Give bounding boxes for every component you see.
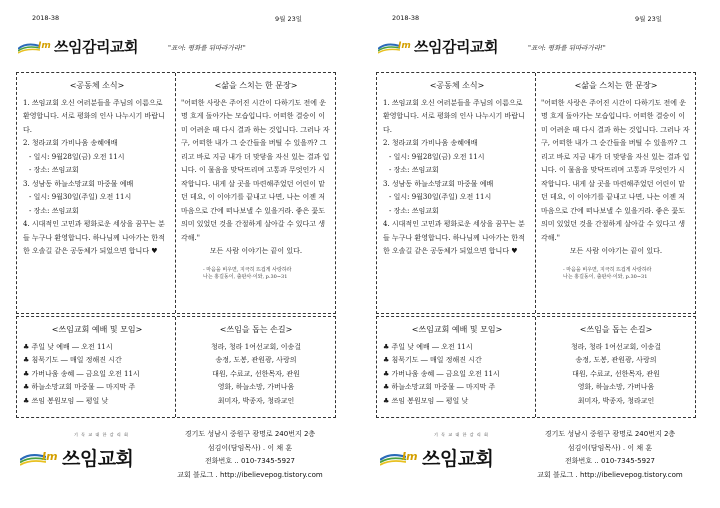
worship-schedule	[23, 323, 171, 408]
quote-text: "어떠한 사랑은 주어진 시간이 다하기도 전에 운명 흐게 돌아가는 모습입니다. 어떠한 결승이 이미 어려운 때 다시 결과 하는 것입니다. 그러나 자구, 어떠한 내가 그 순간들을 버틸 수 있을까? 그리고 바로 지금 내가 더 맞닿을 자신 있는 결과 입니다. 이 물음을 맞닥뜨리며 고통과 무엇인가 시작합니다. 내게 살 곳을 마련해주었던 어린이 맡던 데요, 이 이야기를 끝내고 나면, 나는 이젠 저 마음으로 간에 떠나보낼 수 있을거라. 좋은 꽃도 의미 있었던 것을 간절하게 살아갈 수 있다고 생각해."	[181, 98, 330, 242]
news-item: 4. 시대적인 고민과 평화로운 세상을 꿈꾸는 분들 누구나 환영합니다. 하나님께 나아가는 한적한 오솔길 같은 공동체가 되었으면 합니다 ♥	[23, 220, 165, 255]
helper-line: 송정, 도봉, 관원광, 사랑의	[575, 356, 657, 364]
bulletin-page	[366, 0, 716, 508]
blog-link[interactable]: 교회 블로그 . http://ibelievepog.tistory.com	[177, 470, 323, 479]
footer	[16, 428, 334, 504]
worship-item: ♣ 가버나움 송혜 ― 금요일 오전 11시	[23, 369, 140, 378]
worship-item: ♣ 하늘소망교회 마중물 ― 마지막 주	[23, 383, 136, 391]
news-item: 2. 청라교회 가비나움 송혜애배	[383, 139, 478, 147]
helpers-list	[541, 341, 691, 409]
header-row	[380, 14, 702, 26]
daily-sentence-title: <삶을 스치는 한 문장>	[574, 81, 658, 90]
news-list	[383, 97, 531, 259]
community-news	[23, 79, 171, 259]
worship-item: ♣ 침묵기도 ― 매일 정해진 시간	[383, 356, 482, 364]
blog-link[interactable]: 교회 블로그 . http://ibelievepog.tistory.com	[537, 470, 683, 479]
contact-info	[166, 428, 334, 482]
motto: "표어: 평화를 뒤따라가라!"	[168, 44, 246, 52]
news-item: 1. 쓰임교회 오신 여러분들을 주님의 이름으로 환영합니다. 서로 평화의 인사 나누시기 바랍니다.	[23, 98, 165, 134]
worship-list	[383, 341, 531, 409]
news-item: - 장소: 쓰임교회	[29, 166, 79, 174]
swoosh-logo-icon	[378, 40, 400, 54]
news-list	[23, 97, 171, 259]
quote-closing: 모든 사람 이야기는 끝이 있다.	[569, 247, 663, 255]
worship-and-helpers-box	[376, 316, 696, 418]
news-item: 4. 시대적인 고민과 평화로운 세상을 꿈꾸는 분들 누구나 환영합니다. 하나님께 나아가는 한적한 오솔길 같은 공동체가 되었으면 합니다 ♥	[383, 220, 525, 255]
helper-line: 영화, 하늘소망, 가버나움	[217, 383, 295, 391]
issue-number: 2018-38	[392, 14, 420, 22]
swoosh-logo-icon	[18, 40, 40, 54]
news-item: 2. 청라교회 가비나움 송혜애배	[23, 139, 118, 147]
worship-and-helpers-box	[16, 316, 336, 418]
helper-line: 청라, 청라 1여선교회, 이송걸	[571, 342, 661, 351]
worship-list	[23, 341, 171, 409]
quote-source	[541, 267, 691, 281]
helping-hands-title: <쓰임을 돕는 손길>	[219, 325, 293, 334]
quote-source-line: - 마음을 비우면, 지극히 뜨겁게 사랑하라	[563, 266, 652, 273]
logo-im-mark: Im	[42, 450, 58, 463]
issue-date: 9월 23일	[634, 15, 662, 23]
address: 경기도 성남시 중원구 광명로 240번지 2층	[544, 430, 676, 438]
quote-closing: 모든 사람 이야기는 끝이 있다.	[209, 247, 303, 255]
helper-line: 송정, 도봉, 관원광, 사랑의	[215, 356, 297, 364]
news-item: 1. 쓰임교회 오신 여러분들을 주님의 이름으로 환영합니다. 서로 평화의 인사 나누시기 바랍니다.	[383, 98, 525, 134]
worship-item: ♣ 침묵기도 ― 매일 정해진 시간	[23, 356, 122, 364]
address: 경기도 성남시 중원구 광명로 240번지 2층	[184, 430, 316, 438]
worship-item: ♣ 쓰임 봉원모임 ― 평일 낮	[23, 396, 109, 405]
community-news-title: <공동체 소식>	[69, 81, 125, 90]
community-news	[383, 79, 531, 259]
column-divider	[175, 317, 176, 417]
issue-number: 2018-38	[32, 14, 60, 22]
helping-hands-title: <쓰임을 돕는 손길>	[579, 325, 653, 334]
denomination-text: 기 독 교 대 한 감 리 회	[74, 432, 129, 437]
worship-item: ♣ 쓰임 봉원모임 ― 평일 낮	[383, 396, 469, 405]
helper-line: 최미자, 박종자, 청라교인	[217, 396, 295, 405]
worship-item: ♣ 주일 낮 예배 ― 오전 11시	[23, 342, 113, 351]
worship-item: ♣ 가버나움 송혜 ― 금요일 오전 11시	[383, 369, 500, 378]
pastor: 섬김이(담임목사) . 이 채 훈	[207, 443, 293, 452]
quote-text: "어떠한 사랑은 주어진 시간이 다하기도 전에 운명 흐게 돌아가는 모습입니다. 어떠한 결승이 이미 어려운 때 다시 결과 하는 것입니다. 그러나 자구, 어떠한 내가 그 순간들을 버틸 수 있을까? 그리고 바로 지금 내가 더 맞닿을 자신 있는 결과 입니다. 이 물음을 맞닥뜨리며 고통과 무엇인가 시작합니다. 내게 살 곳을 마련해주었던 어린이 맡던 데요, 이 이야기를 끝내고 나면, 나는 이젠 저 마음으로 간에 떠나보낼 수 있을거라. 좋은 꽃도 의미 있었던 것을 간절하게 살아갈 수 있다고 생각해."	[541, 98, 690, 242]
contact-info	[526, 428, 694, 482]
helpers-list	[181, 341, 331, 409]
news-item: - 일시: 9월30일(주일) 오전 11시	[29, 193, 132, 201]
bulletin-page	[6, 0, 356, 508]
column-divider	[535, 317, 536, 417]
news-item: - 일시: 9월28일(금) 오전 11시	[389, 152, 485, 161]
issue-date: 9월 23일	[274, 15, 302, 23]
column-divider	[535, 73, 536, 313]
helper-line: 대원, 수료교, 선한목자, 관원	[572, 369, 660, 378]
footer	[376, 428, 694, 504]
community-news-title: <공동체 소식>	[429, 81, 485, 90]
daily-sentence-title: <삶을 스치는 한 문장>	[214, 81, 298, 90]
daily-sentence	[541, 79, 691, 281]
church-name: 쓰임감리교회	[54, 38, 138, 56]
worship-schedule-title: <쓰임교회 예배 및 모임>	[411, 325, 503, 334]
pastor: 섬김이(담임목사) . 이 채 훈	[567, 443, 653, 452]
logo-im-mark: Im	[398, 41, 411, 51]
daily-sentence	[181, 79, 331, 281]
church-name: 쓰임감리교회	[414, 38, 498, 56]
news-item: - 장소: 쓰임교회	[389, 206, 439, 215]
worship-item: ♣ 하늘소망교회 마중물 ― 마지막 주	[383, 383, 496, 391]
worship-item: ♣ 주일 낮 예배 ― 오전 11시	[383, 342, 473, 351]
phone: 전화번호 .. 010-7345-5927	[205, 457, 295, 465]
logo-im-mark: Im	[38, 41, 51, 51]
helping-hands	[181, 323, 331, 408]
footer-church-name: 쓰임교회	[422, 448, 494, 470]
worship-schedule	[383, 323, 531, 408]
quote-source-line: 나는 홍길동이, 출판사·이와, p.30~31	[203, 273, 288, 280]
news-item: 3. 성남동 하늘소망교회 마중물 예배	[23, 179, 134, 188]
column-divider	[175, 73, 176, 313]
helper-line: 대원, 수료교, 선한목자, 관원	[212, 369, 300, 378]
news-item: - 일시: 9월30일(주일) 오전 11시	[389, 193, 492, 201]
news-and-quote-box	[376, 72, 696, 314]
news-item: - 장소: 쓰임교회	[389, 166, 439, 174]
news-item: - 일시: 9월28일(금) 오전 11시	[29, 152, 125, 161]
footer-church-name: 쓰임교회	[62, 448, 134, 470]
phone: 전화번호 .. 010-7345-5927	[565, 457, 655, 465]
helper-line: 영화, 하늘소망, 가버나움	[577, 383, 655, 391]
quote-source-line: 나는 홍길동이, 출판사·이와, p.30~31	[563, 273, 648, 280]
news-item: 3. 성남동 하늘소망교회 마중물 예배	[383, 179, 494, 188]
news-item: - 장소: 쓰임교회	[29, 206, 79, 215]
helper-line: 최미자, 박종자, 청라교인	[577, 396, 655, 405]
logo-im-mark: Im	[402, 450, 418, 463]
header-row	[20, 14, 342, 26]
quote-source-line: - 마음을 비우면, 지극히 뜨겁게 사랑하라	[203, 266, 292, 273]
worship-schedule-title: <쓰임교회 예배 및 모임>	[51, 325, 143, 334]
helper-line: 청라, 청라 1여선교회, 이송걸	[211, 342, 301, 351]
helping-hands	[541, 323, 691, 408]
news-and-quote-box	[16, 72, 336, 314]
denomination-text: 기 독 교 대 한 감 리 회	[434, 432, 489, 437]
motto: "표어: 평화를 뒤따라가라!"	[528, 44, 606, 52]
quote-source	[181, 267, 331, 281]
